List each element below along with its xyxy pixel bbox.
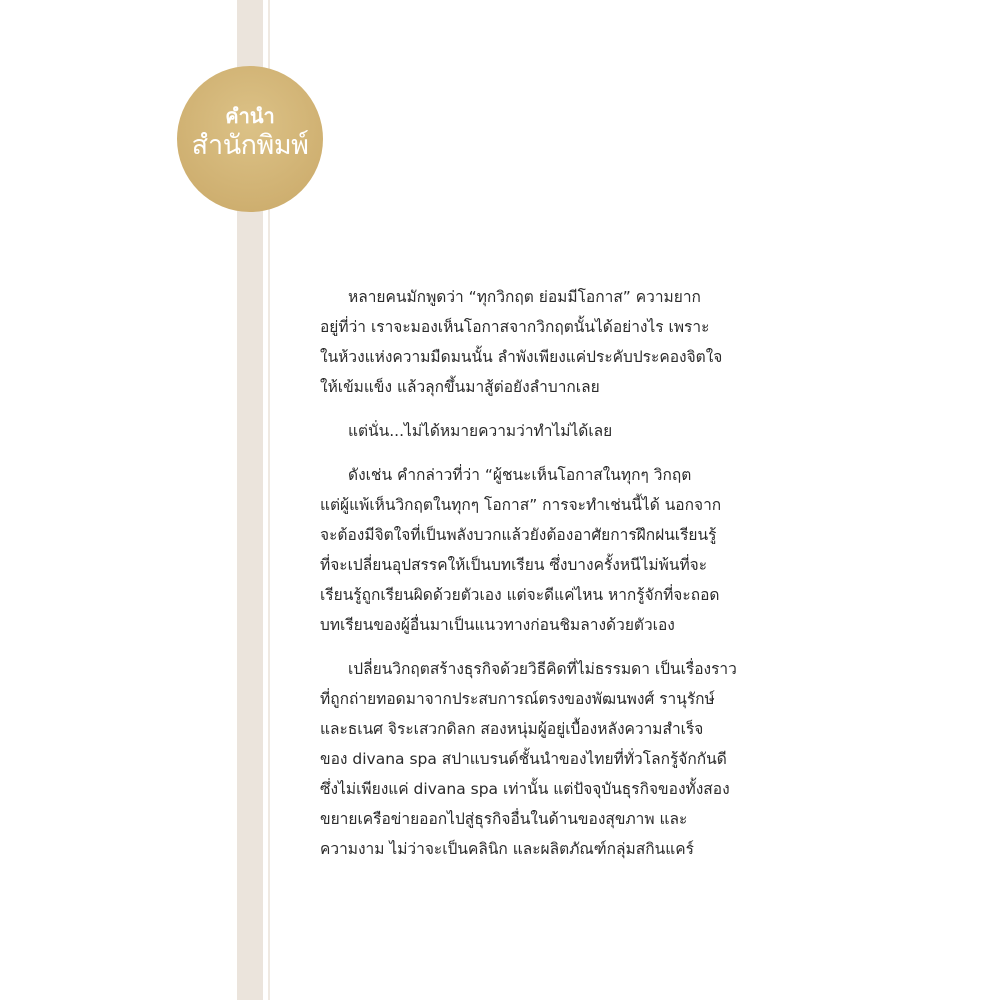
text-line: หลายคนมักพูดว่า “ทุกวิกฤต ย่อมมีโอกาส” ความยาก — [348, 288, 701, 306]
paragraph-1 — [320, 282, 723, 402]
text-line: และธเนศ จิระเสวกดิลก สองหนุ่มผู้อยู่เบื้องหลังความสำเร็จ — [320, 720, 704, 738]
text-line: แต่ผู้แพ้เห็นวิกฤตในทุกๆ โอกาส” การจะทำเช่นนี้ได้ นอกจาก — [320, 496, 722, 514]
paragraph-2 — [320, 416, 714, 446]
text-line: เรียนรู้ถูกเรียนผิดด้วยตัวเอง แต่จะดีแค่ไหน หากรู้จักที่จะถอด — [320, 586, 720, 604]
text-line: ขยายเครือข่ายออกไปสู่ธุรกิจอื่นในด้านของสุขภาพ และ — [320, 810, 688, 828]
text-line: ให้เข้มแข็ง แล้วลุกขึ้นมาสู้ต่อยังลำบากเลย — [320, 378, 600, 396]
text-line: ที่จะเปลี่ยนอุปสรรคให้เป็นบทเรียน ซึ่งบางครั้งหนีไม่พ้นที่จะ — [320, 556, 708, 574]
text-line: เปลี่ยนวิกฤตสร้างธุรกิจด้วยวิธีคิดที่ไม่ธรรมดา เป็นเรื่องราว — [348, 660, 737, 678]
text-line: ซึ่งไม่เพียงแค่ divana spa เท่านั้น แต่ปัจจุบันธุรกิจของทั้งสอง — [320, 780, 730, 798]
text-line: ความงาม ไม่ว่าจะเป็นคลินิก และผลิตภัณฑ์กลุ่มสกินแคร์ — [320, 840, 694, 858]
body-text — [320, 282, 737, 878]
badge-title: คำนำ — [225, 104, 275, 128]
text-line: ที่ถูกถ่ายทอดมาจากประสบการณ์ตรงของพัฒนพงศ์ รานุรักษ์ — [320, 690, 715, 708]
text-line: ของ divana spa สปาแบรนด์ชั้นนำของไทยที่ทั่วโลกรู้จักกันดี — [320, 750, 727, 768]
text-line: ในห้วงแห่งความมืดมนนั้น ลำพังเพียงแค่ประคับประคองจิตใจ — [320, 348, 723, 366]
badge-subtitle: สำนักพิมพ์ — [191, 130, 309, 161]
text-line: ดังเช่น คำกล่าวที่ว่า “ผู้ชนะเห็นโอกาสในทุกๆ วิกฤต — [348, 466, 692, 484]
section-badge — [177, 66, 323, 212]
text-line: แต่นั่น...ไม่ได้หมายความว่าทำไม่ได้เลย — [348, 422, 613, 440]
paragraph-4 — [320, 654, 737, 864]
text-line: บทเรียนของผู้อื่นมาเป็นแนวทางก่อนชิมลางด้วยตัวเอง — [320, 616, 675, 634]
paragraph-3 — [320, 460, 722, 640]
text-line: จะต้องมีจิตใจที่เป็นพลังบวกแล้วยังต้องอาศัยการฝึกฝนเรียนรู้ — [320, 526, 717, 544]
text-line: อยู่ที่ว่า เราจะมองเห็นโอกาสจากวิกฤตนั้นได้อย่างไร เพราะ — [320, 318, 710, 336]
